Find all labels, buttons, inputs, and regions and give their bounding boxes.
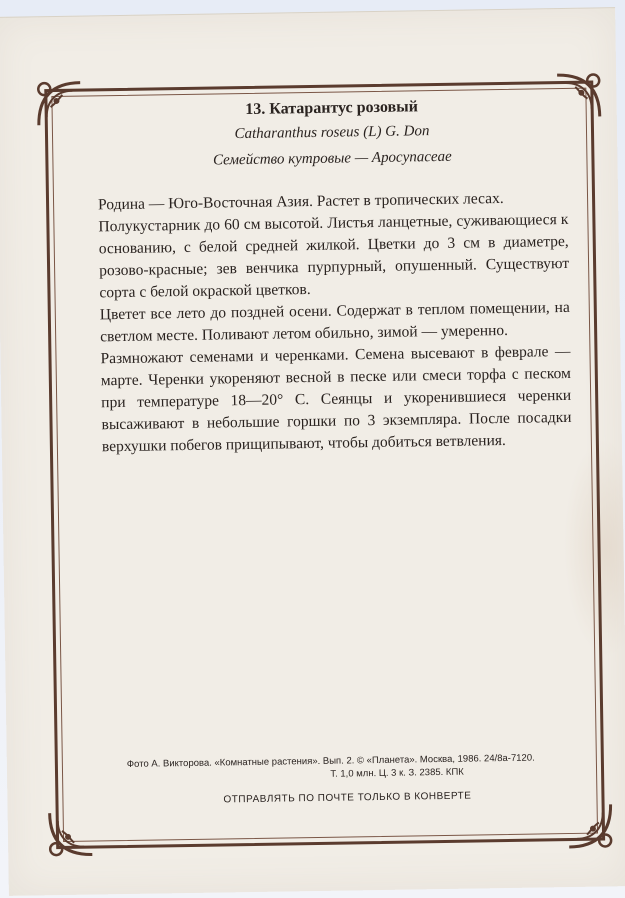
corner-ornament-icon [562,798,617,853]
mail-instruction: ОТПРАВЛЯТЬ ПО ПОЧТЕ ТОЛЬКО В КОНВЕРТЕ [223,790,472,806]
corner-ornament-icon [32,77,87,132]
paragraph-description: Полукустарник до 60 см высотой. Листья ланцетные, суживающиеся к основанию, с белой средней жилкой. Цветки до 3 см в диаметре, розово-красные; зев венчика пурпурный, опушенный. Существуют сорта с белой окраской цветков. [98,210,570,302]
paragraph-care: Цветет все лето до поздней осени. Содержат в теплом помещении, на светлом месте. Поливают летом обильно, зимой — умеренно. [99,298,570,346]
plant-family: Семейство кутровые — Apocynaceae [212,148,452,169]
card-content [96,95,572,458]
credit-line-1: Фото А. Викторова. «Комнатные растения». Вып. 2. © «Планета». Москва, 1986. 24/8а-7120. [126,752,535,770]
plant-title: 13. Катарантус розовый [245,98,419,119]
paragraph-origin: Родина — Юго-Восточная Азия. Растет в тропических лесах. [97,189,504,214]
paragraph-propagation: Размножают семенами и черенками. Семена высевают в феврале — марте. Черенки укореняют весной в песке или смеси торфа с песком при температуре 18—20° С. Сеянцы и укоренившиеся черенки высаживают в небольшие горшки по 3 экземпляра. После посадки верхушки побегов прищипывают, чтобы добиться ветвления. [100,342,572,456]
corner-ornament-icon [44,806,99,861]
postcard-back [0,7,625,896]
credit-line-2: Т. 1,0 млн. Ц. 3 к. З. 2385. КПК [330,766,464,780]
latin-name: Catharanthus roseus (L) G. Don [234,123,430,143]
